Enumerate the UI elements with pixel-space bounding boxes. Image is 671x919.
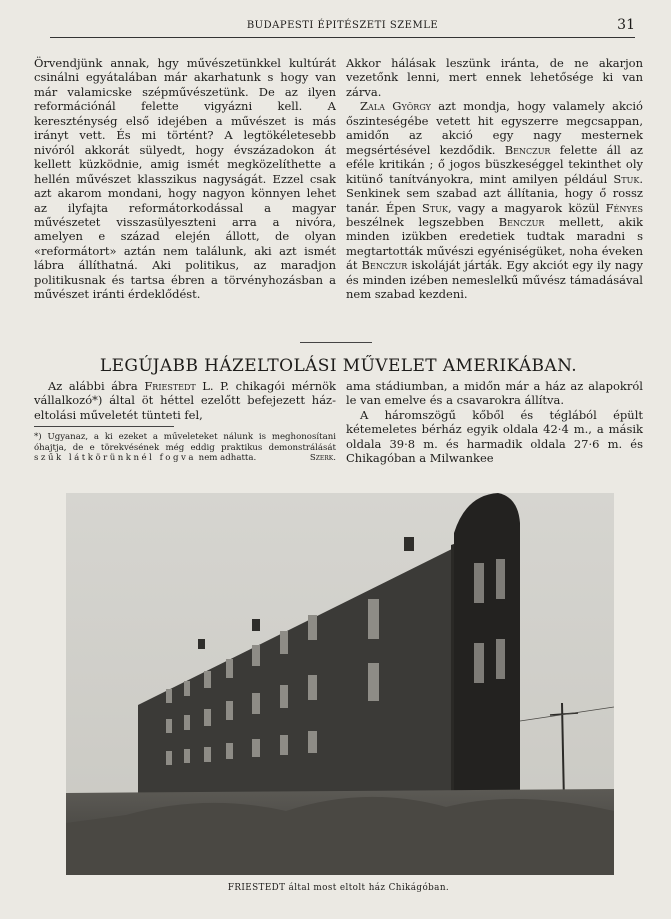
text-run: mellett, akik minden izükben eredetiek tudtak maradni s megtartották művészi egyéniségüket, noha éveken át [346, 214, 643, 273]
figure-caption: FRIESTEDT által most eltolt ház Chikágóban. [227, 883, 450, 893]
right-paragraph-2 [346, 99, 643, 301]
right-column-text [346, 56, 643, 302]
text-run: , vagy a magyarok közül [447, 200, 606, 215]
text-run: . Senkinek sem szabad azt állítania, hogy ő rossz tanár. Épen [346, 171, 643, 215]
chimney [252, 619, 260, 631]
footnote-signature: Szerk. [309, 453, 336, 464]
running-header [50, 18, 635, 34]
person-name: Benczur [498, 214, 545, 229]
text-run: L. P. chikagói mérnök vállalkozó*) által öt héttel ezelőtt befejezett ház-eltolási műveletét tünteti fel, [34, 379, 337, 422]
left-column-text [34, 56, 336, 302]
corner-tower [454, 493, 520, 795]
footnote-rule [34, 426, 174, 427]
article-headline: LEGÚJABB HÁZELTOLÁSI MŰVELET AMERIKÁBAN. [99, 356, 578, 376]
article-paragraph-2: A háromszögű kőből és téglából épült kétemeletes bérház egyik oldala 42·4 m., a másik oldala 39·8 m. és harmadik oldala 27·6 m. és Chikagóban a Milwankee [346, 407, 643, 466]
person-name: Benczur [504, 142, 551, 157]
chimney [198, 639, 205, 649]
person-name: Stuk [613, 171, 640, 186]
section-divider [300, 342, 372, 343]
right-paragraph-1: Akkor hálásak leszünk iránta, de ne akarjon vezetőnk lenni, mert ennek lehetősége ki van zárva. [346, 56, 643, 99]
person-name: Stuk [422, 200, 448, 215]
footnote-text: nem adhatta. [195, 453, 257, 464]
text-run: Az alábbi ábra [48, 379, 145, 393]
footnote-text: *) Ugyanaz, a ki ezeket a műveleteket nálunk is meghonosítani óhajtja, de e törekvésének még eddig praktikus demonstrálását [34, 432, 336, 453]
chimney [404, 537, 414, 551]
journal-title: BUDAPESTI ÉPITÉSZETI SZEMLE [246, 20, 439, 31]
text-run: azt mondja, hogy valamely akció őszinteségébe vetett hit egyszerre megcsappan, amidőn az akció egy nagy mesternek megsértésével kezdődik. [346, 99, 643, 157]
spaced-emphasis: szűk látkörünknél fogva [34, 453, 196, 464]
footnote [34, 432, 336, 464]
person-name: Zala György [360, 99, 431, 114]
article-paragraph-1: ama stádiumban, a midőn már a ház az alapokról le van emelve és a csavarokra állítva. [346, 379, 643, 408]
person-name: Fényes [605, 200, 643, 215]
article-right-column [346, 379, 643, 466]
person-name: Friestedt [144, 379, 196, 393]
text-run: beszélnek legszebben [346, 214, 499, 229]
article-left-column [34, 379, 336, 422]
text-run: iskoláját járták. Egy akciót egy ily nagy és minden izében nemeslelkű művész támadásával nem szabad kezdeni. [346, 258, 643, 302]
page-number: 31 [617, 17, 635, 33]
person-name: Benczur [361, 258, 408, 273]
building-photograph [66, 493, 614, 875]
header-rule [50, 37, 635, 38]
left-paragraph: Örvendjünk annak, hgy művészetünkkel kultúrát csinálni egyátalában már akarhatunk s hogy van már valamicske szépművészetünk. De az ilyen reformációnál felette vigyázni kell. A kereszténység első idejében a művészet is más irányt vett. És mi történt? A legtökéletesebb nivóról akkorát sülyedt, hogy évszázadokon át kellett küzködnie, amig ismét megközelíthette a hellén művészet klasszikus nagyságát. Ezzel csak azt akarom mondani, hogy nagyon könnyen lehet az ilyfajta reformátorkodással a magyar művészetet visszasülyeszteni arra a nivóra, amelyen e század elején állott, de olyan «reformátort» aztán nem találunk, aki azt ismét lábra állíthatná. Aki politikus, az maradjon politikusnak és tartsa ébren a törvényhozásban a művészet iránti érdeklődést. [34, 56, 336, 302]
text-run: felette áll az eféle kritikán ; ő jogos büszkeséggel tekinthet oly kitünő tanítványokra, mint amilyen például [346, 142, 643, 186]
article-intro [34, 379, 336, 422]
